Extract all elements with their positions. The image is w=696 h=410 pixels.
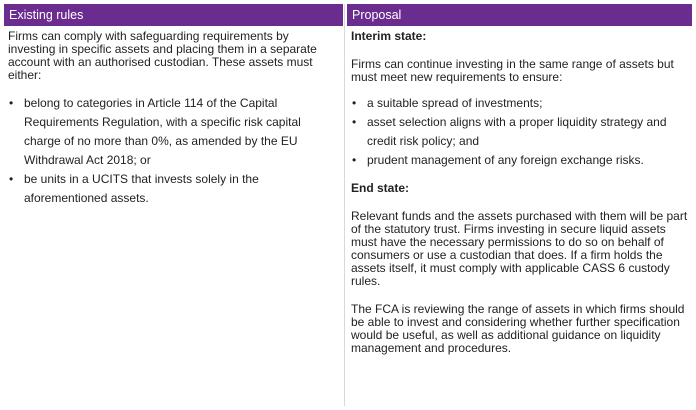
existing-bullet-list bbox=[8, 94, 338, 208]
interim-bullet: • asset selection aligns with a proper liquidity strategy and credit risk policy; and bbox=[351, 113, 689, 151]
existing-rules-column bbox=[8, 30, 338, 208]
interim-bullet: • prudent management of any foreign exchange risks. bbox=[351, 151, 689, 170]
proposal-column bbox=[351, 30, 689, 355]
interim-heading: Interim state: bbox=[351, 29, 427, 43]
end-text-1: Relevant funds and the assets purchased with them will be part of the statutory trust. Firms investing in secure liquid assets must have the necessary permissions to do so on behalf of consumers or use a custodian that does. If a firm holds the assets itself, it must comply with applicable CASS 6 custody rules. bbox=[351, 209, 688, 288]
end-text-2: The FCA is reviewing the range of assets in which firms should be able to invest and considering whether further specification would be useful, as well as additional guidance on liquidity management and procedures. bbox=[351, 302, 685, 355]
end-heading: End state: bbox=[351, 181, 410, 195]
column-divider bbox=[344, 4, 345, 406]
header-existing-rules: Existing rules bbox=[4, 4, 343, 26]
existing-intro: Firms can comply with safeguarding requirements by investing in specific assets and placing them in a separate account with an authorised custodian. These assets must either: bbox=[8, 29, 317, 82]
existing-bullet: • be units in a UCITS that invests solely in the aforementioned assets. bbox=[8, 170, 338, 208]
header-proposal: Proposal bbox=[347, 4, 692, 26]
existing-bullet: • belong to categories in Article 114 of the Capital Requirements Regulation, with a specific risk capital charge of no more than 0%, as amended by the EU Withdrawal Act 2018; or bbox=[8, 94, 338, 170]
interim-text: Firms can continue investing in the same range of assets but must meet new requirements to ensure: bbox=[351, 57, 674, 84]
interim-bullet-list bbox=[351, 94, 689, 170]
interim-bullet: • a suitable spread of investments; bbox=[351, 94, 689, 113]
